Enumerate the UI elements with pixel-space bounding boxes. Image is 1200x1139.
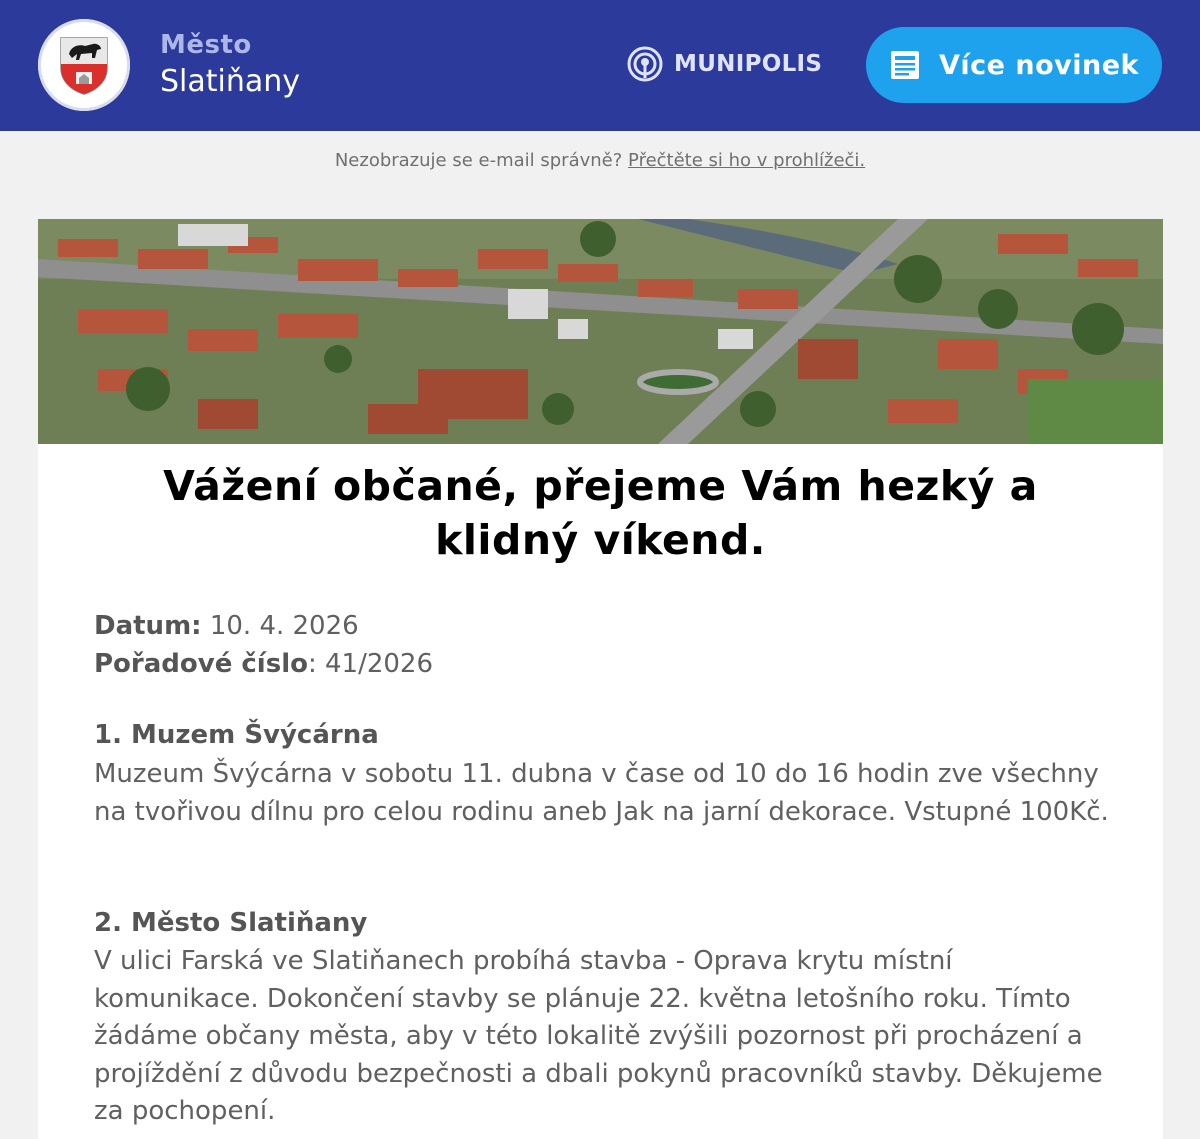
section-title: 2. Město Slatiňany [94, 908, 368, 938]
newsletter-meta [94, 607, 433, 683]
newsletter-header [0, 0, 1200, 131]
date-row [94, 607, 433, 645]
section-title: 1. Muzem Švýcárna [94, 720, 379, 750]
news-icon [889, 49, 921, 81]
serial-number-row: Pořadové číslo: 41/2026 [94, 649, 434, 679]
munipolis-logo[interactable] [626, 44, 822, 84]
town-crest-icon [57, 34, 111, 96]
section-body: V ulici Farská ve Slatiňanech probíhá stavba - Oprava krytu místní komunikace. Dokončení stavby se plánuje 22. května letošního roku. Tímto žádáme občany města, aby v této lokalitě zvýšili pozornost při procházení a projíždění z důvodu bezpečnosti a dbali pokynů pracovníků stavby. Děkujeme za pochopení. [94, 946, 1103, 1127]
serial-number-label: Pořadové číslo [94, 649, 308, 679]
serial-number-value: 41/2026 [325, 649, 434, 679]
section-body: Muzeum Švýcárna v sobotu 11. dubna v čase od 10 do 16 hodin zve všechny na tvořivou dílnu pro celou rodinu aneb Jak na jarní dekorace. Vstupné 100Kč. [94, 759, 1109, 827]
town-kicker: Město [160, 30, 252, 60]
date-value: 10. 4. 2026 [209, 611, 359, 641]
town-aerial-photo [38, 219, 1163, 444]
view-in-browser-link[interactable]: Přečtěte si ho v prohlížeči. [628, 150, 866, 171]
newsletter-headline: Vážení občané, přejeme Vám hezký a klidný víkend. [163, 462, 1038, 564]
munipolis-logo-text: MUNIPOLIS [674, 51, 823, 77]
browser-notice-text: Nezobrazuje se e-mail správně? [334, 150, 623, 171]
more-news-label: Více novinek [939, 49, 1139, 81]
munipolis-logo-icon [626, 45, 664, 83]
town-crest-logo[interactable] [38, 19, 130, 111]
date-label: Datum: [94, 611, 202, 641]
newsletter-card [38, 219, 1163, 1139]
town-name: Slatiňany [160, 64, 301, 99]
more-news-button[interactable] [866, 27, 1162, 103]
browser-view-notice [0, 150, 1200, 171]
